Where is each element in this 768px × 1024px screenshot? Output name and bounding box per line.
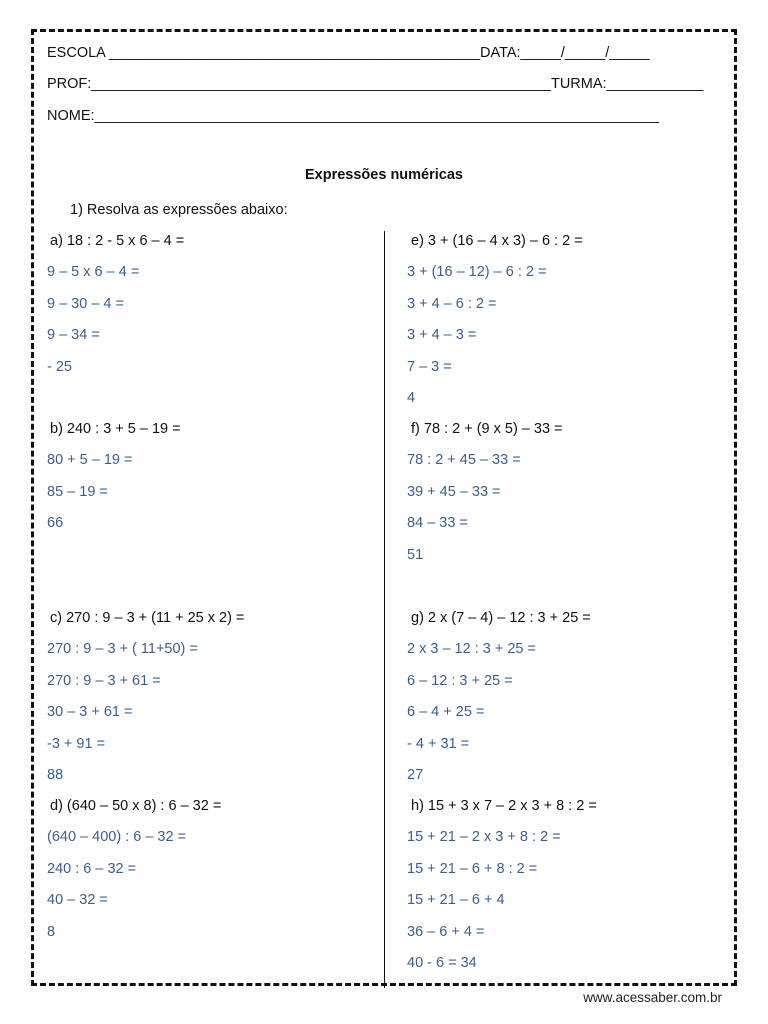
solution-step: - 4 + 31 = [407, 735, 470, 752]
solution-step: 66 [47, 515, 64, 532]
solution-step: 270 : 9 – 3 + 61 = [47, 672, 161, 689]
exercise-question: h) 15 + 3 x 7 – 2 x 3 + 8 : 2 = [411, 798, 597, 814]
teacher-class-line: PROF:_________________________________________________________TURMA:____________ [47, 76, 704, 92]
solution-step: 78 : 2 + 45 – 33 = [407, 452, 521, 469]
solution-step: 30 – 3 + 61 = [47, 704, 133, 721]
solution-step: 6 – 4 + 25 = [407, 704, 485, 721]
solution-step: 6 – 12 : 3 + 25 = [407, 672, 513, 689]
exercise-question: e) 3 + (16 – 4 x 3) – 6 : 2 = [411, 233, 583, 249]
solution-step: - 25 [47, 358, 72, 375]
solution-step: 9 – 5 x 6 – 4 = [47, 264, 140, 281]
solution-step: 39 + 45 – 33 = [407, 483, 501, 500]
solution-step: 88 [47, 767, 64, 783]
name-line: NOME:______________________________________________________________________ [47, 108, 660, 124]
solution-step: 15 + 21 – 6 + 8 : 2 = [407, 860, 538, 877]
column-divider [384, 231, 385, 988]
exercise-question: b) 240 : 3 + 5 – 19 = [50, 421, 181, 437]
solution-step: (640 – 400) : 6 – 32 = [47, 829, 187, 846]
solution-step: 7 – 3 = [407, 358, 452, 375]
solution-step: 40 - 6 = 34 [407, 955, 477, 971]
worksheet-title: Expressões numéricas [305, 167, 463, 183]
solution-step: 27 [407, 767, 424, 783]
solution-step: 84 – 33 = [407, 515, 468, 532]
solution-step: 240 : 6 – 32 = [47, 860, 137, 877]
solution-step: 3 + 4 – 3 = [407, 327, 477, 344]
solution-step: 15 + 21 – 6 + 4 [407, 892, 505, 909]
solution-step: 2 x 3 – 12 : 3 + 25 = [407, 641, 536, 658]
solution-step: 9 – 34 = [47, 327, 100, 344]
solution-step: 40 – 32 = [47, 892, 108, 909]
solution-step: 9 – 30 – 4 = [47, 295, 124, 312]
solution-step: 80 + 5 – 19 = [47, 452, 133, 469]
footer-url: www.acessaber.com.br [583, 990, 722, 1005]
school-date-line: ESCOLA ______________________________________________DATA:_____/_____/_____ [47, 45, 650, 61]
exercise-question: d) (640 – 50 x 8) : 6 – 32 = [50, 798, 222, 814]
solution-step: 270 : 9 – 3 + ( 11+50) = [47, 641, 198, 658]
solution-step: -3 + 91 = [47, 735, 106, 752]
exercise-question: a) 18 : 2 - 5 x 6 – 4 = [50, 233, 185, 249]
solution-step: 3 + 4 – 6 : 2 = [407, 295, 497, 312]
instruction: 1) Resolva as expressões abaixo: [70, 202, 288, 218]
solution-step: 15 + 21 – 2 x 3 + 8 : 2 = [407, 829, 561, 846]
solution-step: 8 [47, 923, 56, 940]
exercise-question: c) 270 : 9 – 3 + (11 + 25 x 2) = [50, 610, 245, 626]
exercise-question: f) 78 : 2 + (9 x 5) – 33 = [411, 421, 563, 437]
solution-step: 51 [407, 546, 424, 563]
solution-step: 85 – 19 = [47, 483, 108, 500]
solution-step: 3 + (16 – 12) – 6 : 2 = [407, 264, 547, 281]
exercise-question: g) 2 x (7 – 4) – 12 : 3 + 25 = [411, 610, 591, 626]
solution-step: 4 [407, 390, 416, 406]
solution-step: 36 – 6 + 4 = [407, 923, 485, 940]
